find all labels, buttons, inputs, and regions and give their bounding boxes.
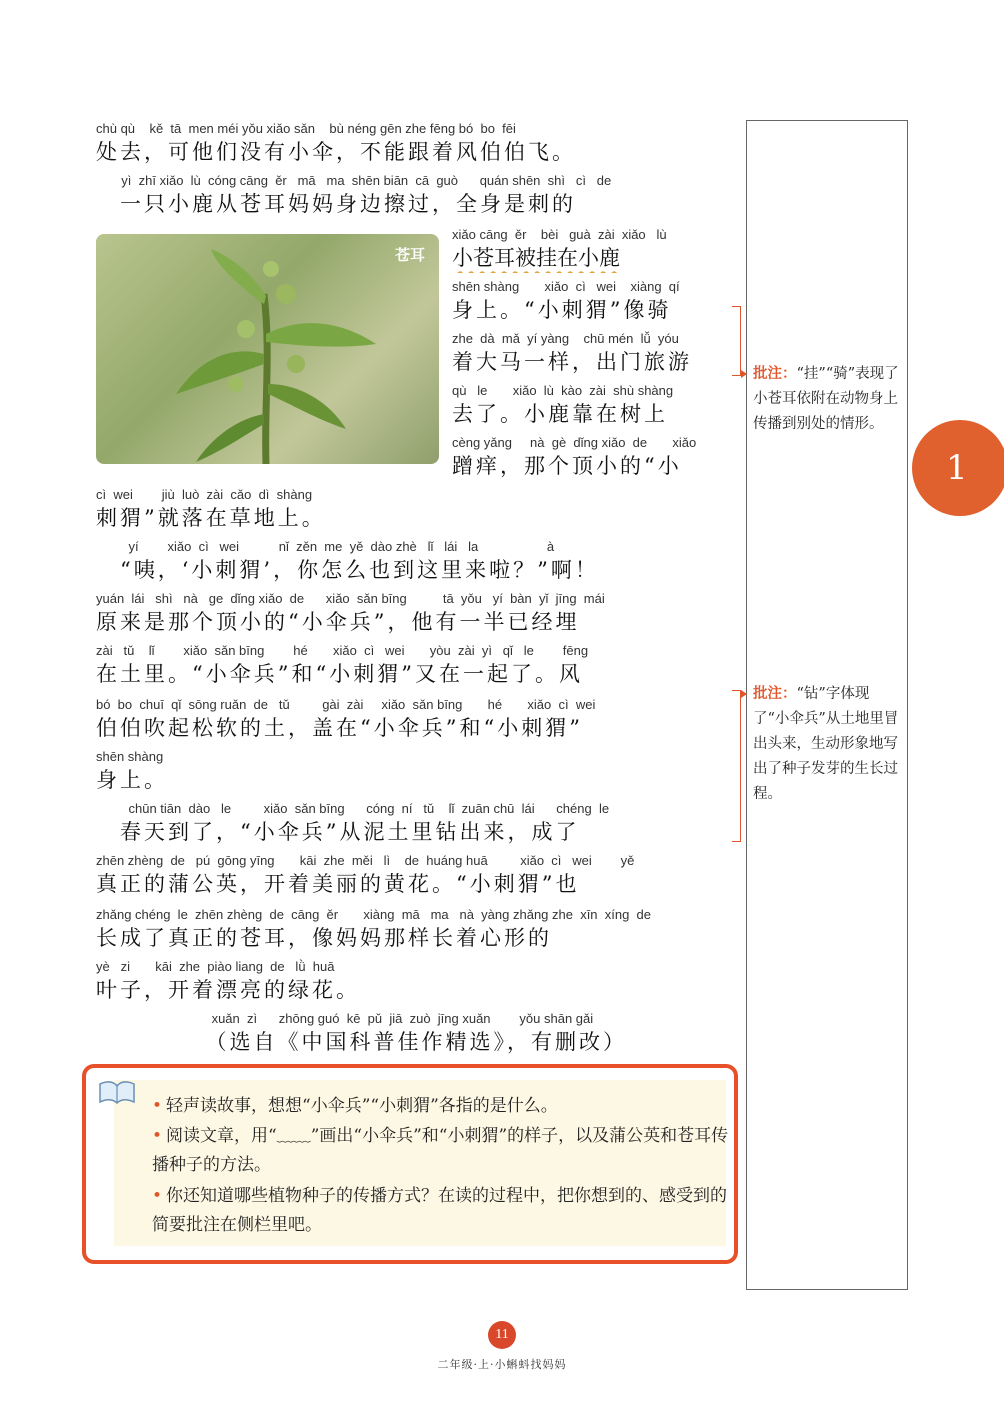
hanzi: 着大马一样，出门旅游 <box>452 350 692 374</box>
text-line-4 <box>452 278 728 325</box>
book-icon <box>98 1078 136 1106</box>
annotation-note-1 <box>753 362 905 437</box>
hanzi: 在土里。“小伞兵”和“小刺猬”又在一起了。风 <box>96 662 583 686</box>
pinyin: yuán lái shì nà ge dǐng xiǎo de xiǎo sǎn bīng tā yǒu yí bàn yǐ jīng mái <box>96 591 605 606</box>
text-line-15 <box>96 852 736 899</box>
pinyin: chūn tiān dào le xiǎo sǎn bīng cóng ní tǔ lǐ zuān chū lái chéng le <box>96 801 610 816</box>
hanzi: 小苍耳被挂在小鹿 <box>452 246 620 270</box>
text-line-6 <box>452 382 728 429</box>
pinyin: zhēn zhèng de pú gōng yīng kāi zhe měi lì de huáng huā xiǎo cì wei yě <box>96 853 635 868</box>
text-line-16 <box>96 906 736 953</box>
book-footer: 二年级·上·小蝌蚪找妈妈 <box>437 1358 567 1371</box>
text-line-13 <box>96 748 736 795</box>
text-line-3 <box>452 226 728 273</box>
text-line-5 <box>452 330 728 377</box>
task-text: 你还知道哪些植物种子的传播方式？在读的过程中，把你想到的、感受到的简要批注在侧栏里吧。 <box>152 1186 728 1235</box>
hanzi: 伯伯吹起松软的土，盖在“小伞兵”和“小刺猬” <box>96 716 583 740</box>
hanzi: （选自《中国科普佳作精选》，有删改） <box>96 1030 627 1054</box>
annotation-note-2 <box>753 682 905 807</box>
task-text: 阅读文章，用“﹏﹏”画出“小伞兵”和“小刺猬”的样子，以及蒲公英和苍耳传播种子的方法。 <box>152 1126 729 1175</box>
text-line-12 <box>96 696 736 743</box>
hanzi: 身上。 <box>96 768 168 792</box>
hanzi: 长成了真正的苍耳，像妈妈那样长着心形的 <box>96 926 552 950</box>
text-line-9 <box>96 538 736 585</box>
chapter-badge: 1 <box>912 420 1004 516</box>
pinyin: chù qù kě tā men méi yǒu xiǎo sǎn bù néng gēn zhe fēng bó bo fēi <box>96 121 516 136</box>
pinyin: cèng yǎng nà gè dǐng xiǎo de xiǎo <box>452 435 697 450</box>
bullet: • <box>152 1186 163 1206</box>
pinyin: zài tǔ lǐ xiǎo sǎn bīng hé xiǎo cì wei yòu zài yì qǐ le fēng <box>96 643 589 658</box>
text-line-17 <box>96 958 736 1005</box>
pinyin: shēn shàng xiǎo cì wei xiàng qí <box>452 279 680 294</box>
task-item-3 <box>152 1182 732 1240</box>
pinyin: zhe dà mǎ yí yàng chū mén lǚ yóu <box>452 331 679 346</box>
arrow-icon <box>741 690 747 698</box>
hanzi: 原来是那个顶小的“小伞兵”，他有一半已经埋 <box>96 610 580 634</box>
note-text: “钻”字体现了“小伞兵”从土地里冒出头来，生动形象地写出了种子发芽的生长过程。 <box>753 686 899 802</box>
note-text: “挂”“骑”表现了小苍耳依附在动物身上传播到别处的情形。 <box>753 366 899 432</box>
text-line-2 <box>96 172 736 219</box>
page-number: 11 <box>488 1321 516 1349</box>
hanzi: 去了。小鹿靠在树上 <box>452 402 668 426</box>
reading-task-box <box>82 1064 738 1264</box>
hanzi: 一只小鹿从苍耳妈妈身边擦过，全身是刺的 <box>96 192 576 216</box>
pinyin: yè zi kāi zhe piào liang de lǜ huā <box>96 959 335 974</box>
text-line-8 <box>96 486 736 533</box>
note-bracket-2 <box>732 690 741 842</box>
note-tag: 批注： <box>753 686 797 702</box>
note-bracket-1 <box>732 306 741 376</box>
note-tag: 批注： <box>753 366 797 382</box>
hanzi: 真正的蒲公英，开着美丽的黄花。“小刺猬”也 <box>96 872 580 896</box>
hanzi: 蹭痒，那个顶小的“小 <box>452 454 682 478</box>
pinyin: xiǎo cāng ěr bèi guà zài xiǎo lù <box>452 227 667 242</box>
arrow-icon <box>741 370 747 378</box>
cocklebur-photo <box>96 234 439 464</box>
hanzi: 刺猬”就落在草地上。 <box>96 506 326 530</box>
pinyin: xuǎn zì zhōng guó kē pǔ jiā zuò jīng xuǎn yǒu shān gǎi <box>96 1011 594 1026</box>
pinyin: bó bo chuī qǐ sōng ruǎn de tǔ gài zài xiǎo sǎn bīng hé xiǎo cì wei <box>96 697 596 712</box>
hanzi: 身上。“小刺猬”像骑 <box>452 298 672 322</box>
text-line-11 <box>96 642 736 689</box>
bullet: • <box>152 1096 163 1116</box>
hanzi: “咦，‘小刺猬’，你怎么也到这里来啦？”啊！ <box>96 558 599 582</box>
hanzi: 春天到了，“小伞兵”从泥土里钻出来，成了 <box>96 820 580 844</box>
text-line-1 <box>96 120 736 167</box>
text-line-10 <box>96 590 736 637</box>
pinyin: yí xiǎo cì wei nǐ zěn me yě dào zhè lǐ lái la à <box>96 539 555 554</box>
bullet: • <box>152 1126 163 1146</box>
photo-label: 苍耳 <box>394 246 425 264</box>
pinyin: cì wei jiù luò zài cǎo dì shàng <box>96 487 313 502</box>
pinyin: qù le xiǎo lù kào zài shù shàng <box>452 383 674 398</box>
task-item-2 <box>152 1122 732 1180</box>
task-item-1 <box>152 1092 732 1121</box>
source-line <box>96 1010 736 1057</box>
pinyin: zhǎng chéng le zhēn zhèng de cāng ěr xiàng mā ma nà yàng zhǎng zhe xīn xíng de <box>96 907 652 922</box>
plant-illustration <box>96 234 439 464</box>
pinyin: shēn shàng <box>96 749 164 764</box>
text-line-14 <box>96 800 736 847</box>
text-line-7 <box>452 434 728 481</box>
pinyin: yì zhī xiǎo lù cóng cāng ěr mā ma shēn biān cā guò quán shēn shì cì de <box>96 173 612 188</box>
hanzi: 处去，可他们没有小伞，不能跟着风伯伯飞。 <box>96 140 576 164</box>
hanzi: 叶子，开着漂亮的绿花。 <box>96 978 360 1002</box>
task-text: 轻声读故事，想想“小伞兵”“小刺猬”各指的是什么。 <box>166 1096 558 1116</box>
